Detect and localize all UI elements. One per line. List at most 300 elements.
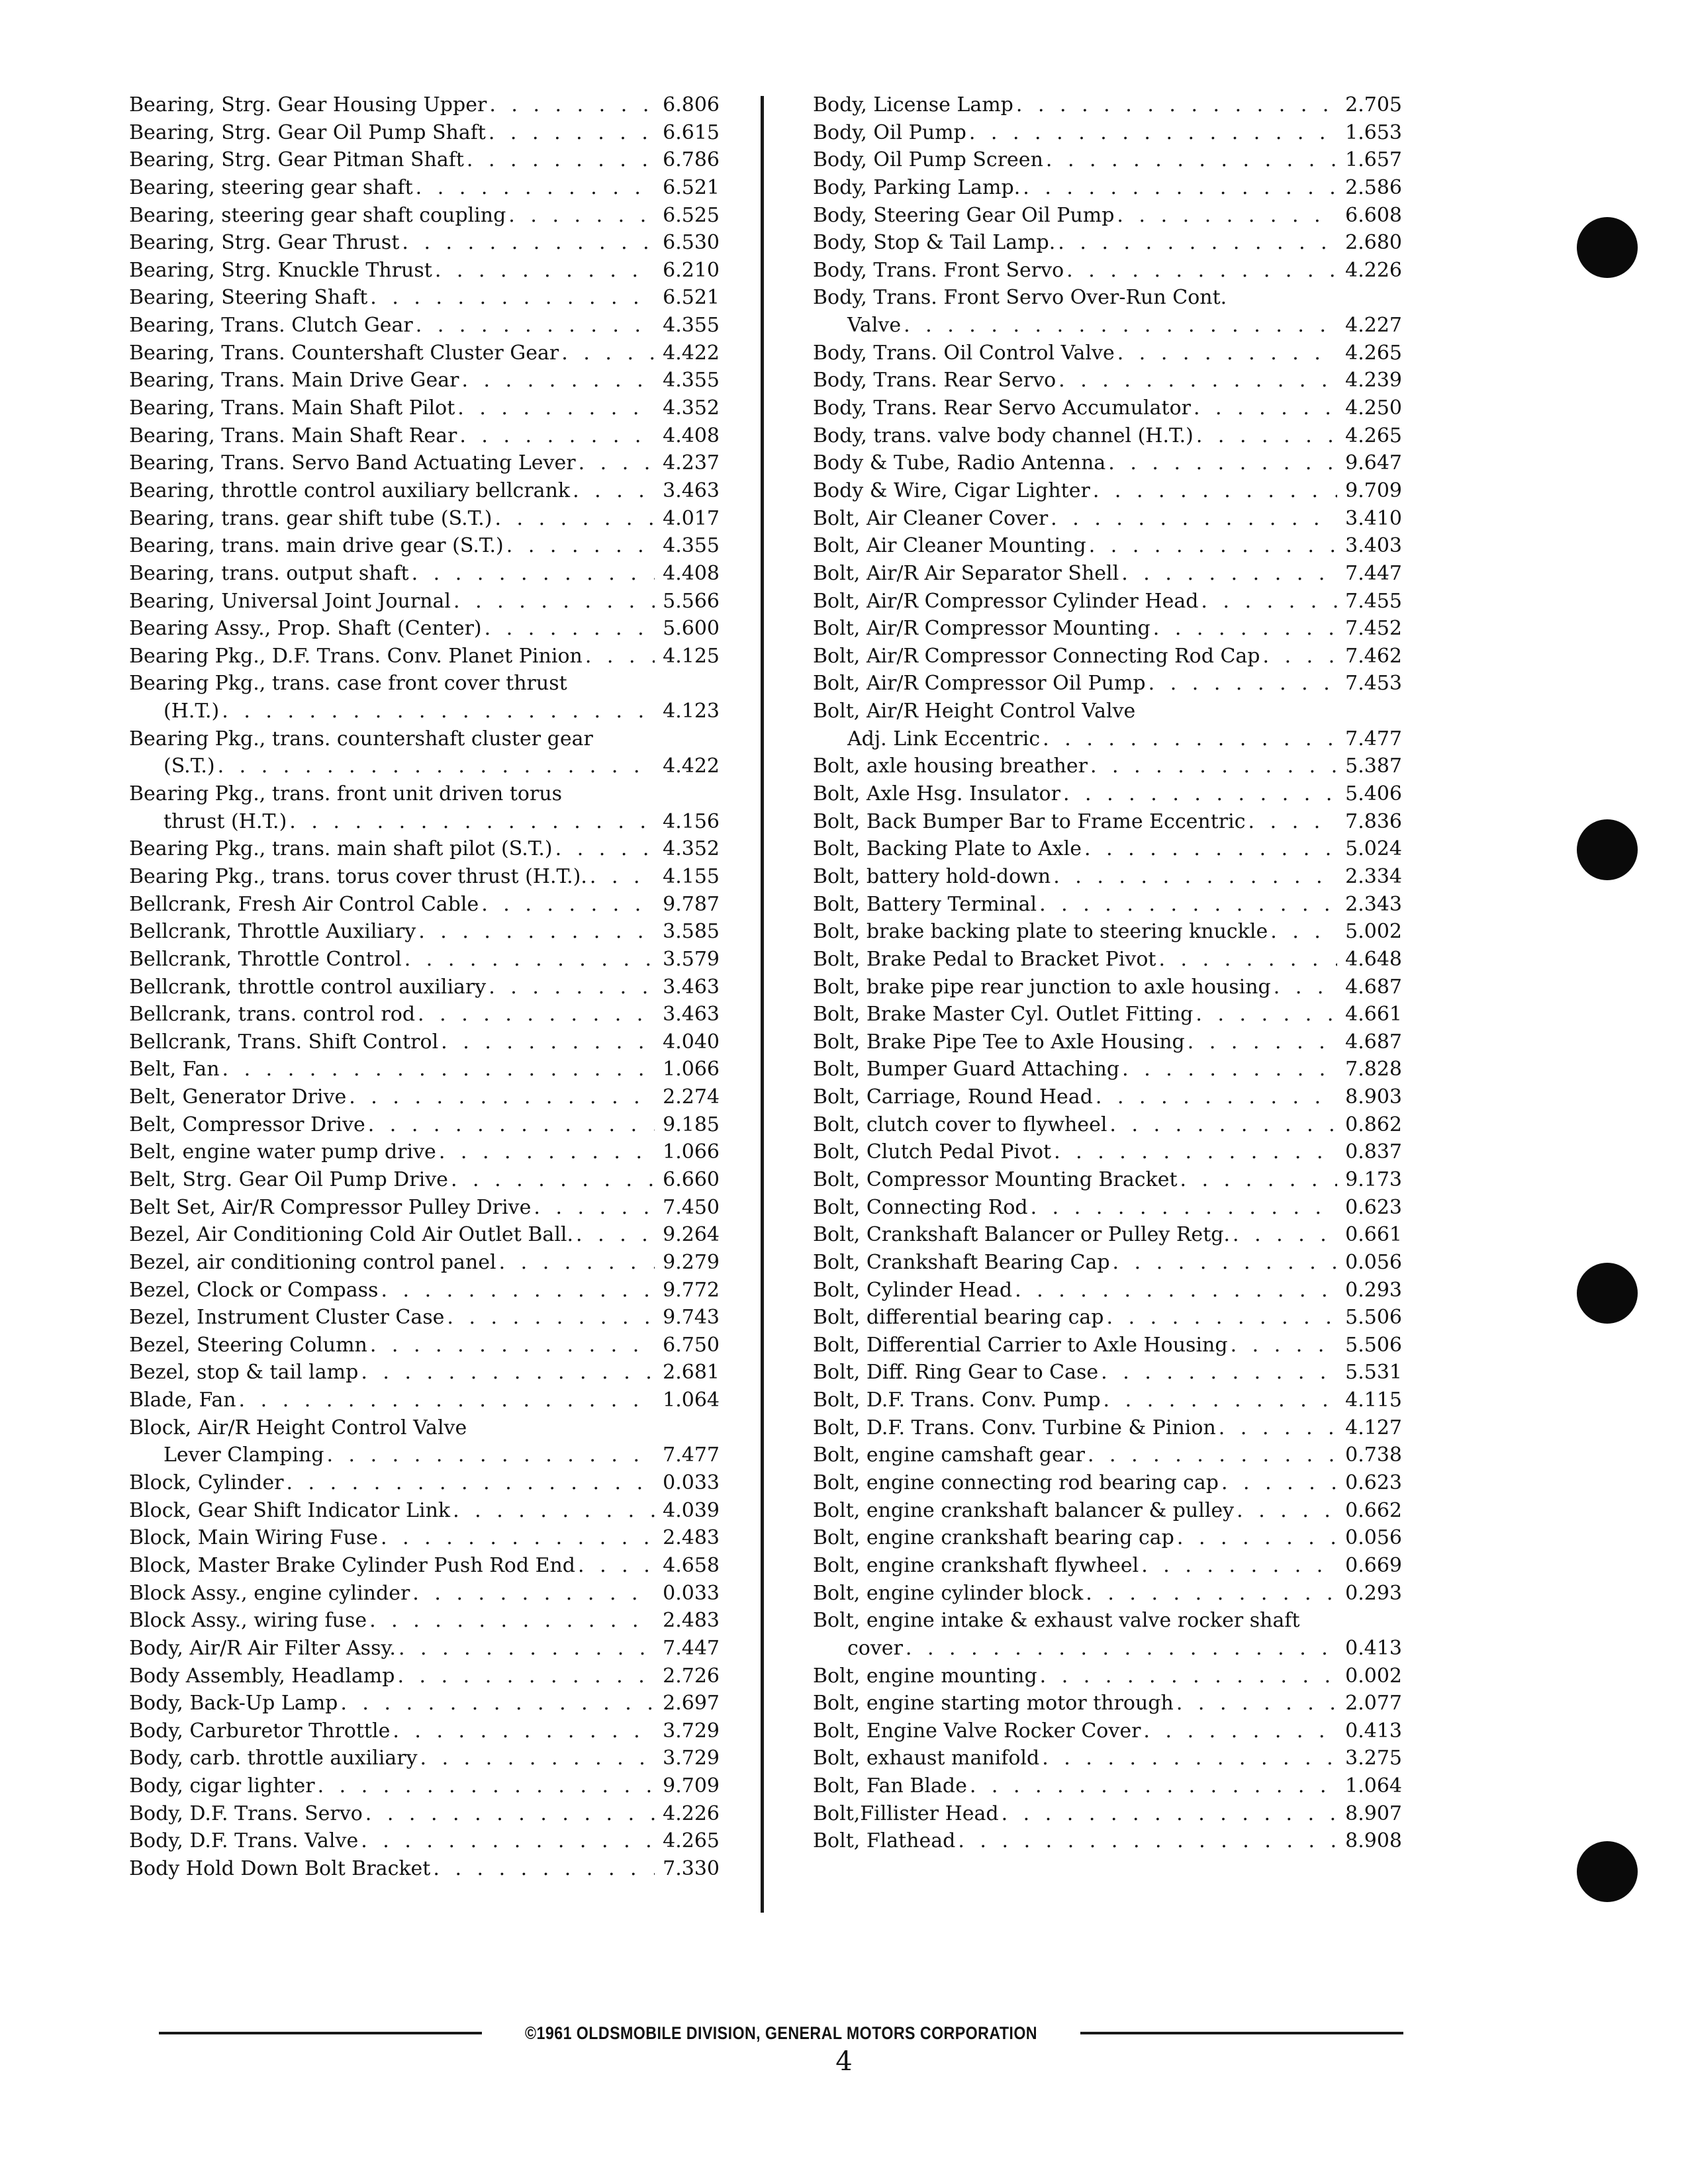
entry-name: Belt, Compressor Drive [129,1113,365,1136]
entry-reference-number: 8.907 [1345,1801,1402,1825]
entry-name: Body, cigar lighter [129,1774,315,1798]
entry-name: Bolt, Fan Blade [813,1774,967,1798]
entry-name: Bearing, Strg. Gear Housing Upper [129,93,487,116]
entry-name: Bezel, stop & tail lamp [129,1361,359,1385]
dot-leader [481,891,655,918]
entry-name: Bolt, engine crankshaft balancer & pulley [813,1498,1235,1522]
entry-reference-number: 6.806 [663,93,720,116]
binder-hole-icon [1577,1841,1638,1902]
entry-name: Bearing, Strg. Gear Thrust [129,231,400,255]
entry-reference-number: 9.787 [663,892,720,916]
entry-name: Bolt, Air/R Compressor Cylinder Head [813,589,1199,613]
dot-leader [485,615,655,642]
dot-leader [906,1635,1337,1662]
entry-name: Bolt, Air/R Compressor Connecting Rod Cap [813,644,1260,668]
index-entry [129,257,720,285]
index-entry [129,1221,720,1249]
entry-name: Bearing Pkg., D.F. Trans. Conv. Planet Pinion [129,644,583,668]
entry-name: Bolt, Cylinder Head [813,1278,1013,1302]
dot-leader [1088,1441,1337,1469]
dot-leader [1058,229,1337,256]
entry-name: Bearing, Strg. Gear Pitman Shaft [129,148,464,172]
entry-reference-number: 7.836 [1345,809,1402,833]
entry-name: Bolt, engine cylinder block [813,1581,1084,1605]
index-entry [813,1524,1402,1552]
entry-name: Lever Clamping [164,1443,324,1467]
entry-reference-number: 4.237 [663,451,720,475]
entry-name: Bolt, clutch cover to flywheel [813,1113,1107,1136]
index-entry [813,146,1402,174]
index-entry [813,974,1402,1001]
entry-reference-number: 5.506 [1345,1306,1402,1330]
dot-leader [534,1194,655,1221]
index-entry [813,394,1402,422]
entry-reference-number: 2.697 [663,1692,720,1715]
index-entry [813,340,1402,367]
entry-reference-number: 0.056 [1345,1526,1402,1550]
entry-name: (S.T.) [164,754,215,778]
entry-reference-number: 6.750 [663,1333,720,1357]
entry-name: Bolt, Carriage, Round Head [813,1085,1093,1109]
dot-leader [318,1772,655,1799]
entry-name: Bolt, Air/R Compressor Mounting [813,617,1150,641]
dot-leader [435,257,655,284]
entry-reference-number: 5.024 [1345,837,1402,861]
entry-name: Bearing, Trans. Servo Band Actuating Lever [129,451,576,475]
entry-reference-number: 9.772 [663,1278,720,1302]
entry-reference-number: 7.453 [1345,672,1402,696]
column-divider [761,96,764,1913]
index-column-left [129,91,720,1883]
index-entry [813,1387,1402,1414]
entry-name: Body, Carburetor Throttle [129,1719,391,1743]
entry-reference-number: 4.265 [1345,341,1402,365]
entry-name: Bolt, Air/R Compressor Oil Pump [813,672,1146,696]
index-entry [813,1001,1402,1028]
entry-name: Bolt,Fillister Head [813,1801,999,1825]
index-entry [813,808,1402,836]
dot-leader [397,1662,655,1690]
entry-name: Bolt, engine starting motor through [813,1692,1174,1715]
dot-leader [369,1607,655,1634]
dot-leader [1149,670,1337,697]
entry-reference-number: 7.447 [663,1636,720,1660]
index-entry [129,698,720,725]
entry-name: Bearing Pkg., trans. main shaft pilot (S.T.) [129,837,553,861]
index-entry [813,229,1402,257]
entry-reference-number: 7.330 [663,1857,720,1880]
entry-name: Body, D.F. Trans. Valve [129,1829,359,1853]
dot-leader [1109,1111,1337,1138]
entry-reference-number: 6.786 [663,148,720,172]
entry-reference-number: 5.566 [663,589,720,613]
index-entry [813,1304,1402,1332]
entry-name: Bolt, Brake Pedal to Bracket Pivot [813,947,1156,971]
dot-leader [489,119,655,146]
entry-name: Bolt, engine camshaft gear [813,1443,1085,1467]
dot-leader [1196,1001,1337,1028]
index-entry [129,1194,720,1222]
index-entry [813,1800,1402,1828]
index-entry [129,1166,720,1194]
entry-reference-number: 5.406 [1345,782,1402,806]
index-entry [813,615,1402,643]
entry-name: Belt Set, Air/R Compressor Pulley Drive [129,1195,532,1219]
index-entry [813,202,1402,230]
index-entry [129,174,720,202]
entry-name: Bolt, D.F. Trans. Conv. Turbine & Pinion [813,1416,1216,1439]
dot-leader [393,1717,655,1745]
dot-leader [416,312,655,339]
entry-name: Body & Wire, Cigar Lighter [813,478,1090,502]
index-entry [129,1138,720,1166]
entry-name: Body Hold Down Bolt Bracket [129,1857,431,1880]
dot-leader [578,1552,655,1579]
dot-leader [1221,1469,1337,1496]
entry-name: Bolt, Brake Master Cyl. Outlet Fitting [813,1003,1194,1026]
dot-leader [1090,752,1337,780]
entry-name: Bolt, Brake Pipe Tee to Axle Housing [813,1030,1185,1054]
entry-name: Bezel, Clock or Compass [129,1278,379,1302]
entry-reference-number: 6.530 [663,231,720,255]
entry-reference-number: 7.477 [1345,727,1402,751]
entry-reference-number: 4.422 [663,341,720,365]
index-entry [813,367,1402,394]
index-entry [129,1001,720,1028]
entry-reference-number: 9.709 [663,1774,720,1798]
index-entry [129,1441,720,1469]
entry-reference-number: 0.662 [1345,1498,1402,1522]
index-entry [129,1635,720,1662]
dot-leader [1196,422,1337,449]
index-entry [129,1580,720,1608]
index-entry [129,891,720,919]
entry-reference-number: 5.600 [663,617,720,641]
index-entry [813,312,1402,340]
dot-leader [576,1221,655,1248]
dot-leader [1053,863,1337,890]
entry-name: Bolt, Air/R Air Separator Shell [813,561,1119,585]
entry-name: Body, Parking Lamp. [813,175,1021,199]
entry-reference-number: 0.293 [1345,1278,1402,1302]
entry-name: Bolt, Differential Carrier to Axle Housing [813,1333,1228,1357]
index-entry [129,725,720,753]
entry-reference-number: 6.615 [663,120,720,144]
entry-reference-number: 4.687 [1345,975,1402,999]
entry-name: Bearing, Trans. Main Drive Gear [129,369,459,392]
dot-leader [494,505,655,532]
dot-leader [361,1827,655,1854]
index-entry [813,752,1402,780]
entry-reference-number: 5.002 [1345,920,1402,944]
dot-leader [958,1827,1337,1854]
dot-leader [1117,340,1337,367]
dot-leader [416,174,655,201]
dot-leader [399,1635,655,1662]
entry-reference-number: 4.125 [663,644,720,668]
index-entry [813,698,1402,725]
entry-name: Block, Main Wiring Fuse [129,1526,378,1550]
index-entry [813,532,1402,560]
index-entry [813,1441,1402,1469]
dot-leader [1096,1083,1337,1111]
index-entry [813,284,1402,312]
index-entry [129,1414,720,1442]
entry-name: Bearing Pkg., trans. torus cover thrust (H.T.). [129,864,587,888]
entry-name: Body, Trans. Oil Control Valve [813,341,1115,365]
entry-reference-number: 4.039 [663,1498,720,1522]
index-entry [813,449,1402,477]
index-entry [129,229,720,257]
entry-reference-number: 2.483 [663,1609,720,1633]
dot-leader [969,119,1337,146]
dot-leader [1188,1028,1337,1056]
entry-reference-number: 9.743 [663,1306,720,1330]
index-entry [813,670,1402,698]
index-entry [129,394,720,422]
index-entry [813,1552,1402,1580]
entry-name: Valve [847,314,902,338]
dot-leader [970,1772,1337,1799]
entry-reference-number: 1.653 [1345,120,1402,144]
index-entry [813,1580,1402,1608]
index-entry [129,532,720,560]
index-entry [129,1662,720,1690]
dot-leader [412,560,655,587]
dot-leader [1176,1690,1337,1717]
dot-leader [453,1497,655,1524]
dot-leader [222,698,655,725]
entry-name: Bolt, differential bearing cap [813,1306,1104,1330]
entry-reference-number: 4.355 [663,369,720,392]
footer-rule-left [159,2032,482,2034]
entry-name: Body, D.F. Trans. Servo [129,1801,363,1825]
index-entry [813,643,1402,670]
entry-reference-number: 1.064 [663,1388,720,1412]
entry-name: Block, Air/R Height Control Valve [129,1416,467,1439]
entry-reference-number: 9.264 [663,1223,720,1247]
entry-name: Bearing, Trans. Clutch Gear [129,314,413,338]
entry-name: Bolt, engine mounting [813,1664,1037,1688]
dot-leader [904,312,1337,339]
index-entry [129,643,720,670]
dot-leader [1194,394,1337,422]
entry-name: Bolt, engine connecting rod bearing cap [813,1471,1219,1495]
entry-reference-number: 3.585 [663,920,720,944]
entry-name: Bearing, throttle control auxiliary bellcrank [129,478,571,502]
dot-leader [1107,1304,1337,1331]
index-entry [129,367,720,394]
index-entry [129,1469,720,1497]
dot-leader [1084,835,1337,862]
entry-name: Bolt, Flathead [813,1829,956,1853]
entry-name: Body, Air/R Air Filter Assy. [129,1636,396,1660]
entry-reference-number: 7.447 [1345,561,1402,585]
dot-leader [1113,1249,1337,1276]
entry-reference-number: 4.239 [1345,369,1402,392]
dot-leader [420,1745,655,1772]
entry-reference-number: 2.077 [1345,1692,1402,1715]
index-entry [813,1607,1402,1635]
index-entry [129,1607,720,1635]
index-entry [813,835,1402,863]
entry-name: Body, Stop & Tail Lamp. [813,231,1056,255]
index-entry [129,1800,720,1828]
entry-reference-number: 4.355 [663,314,720,338]
entry-reference-number: 4.648 [1345,947,1402,971]
entry-reference-number: 4.250 [1345,396,1402,420]
dot-leader [457,394,655,422]
entry-name: Body Assembly, Headlamp [129,1664,395,1688]
entry-reference-number: 4.265 [663,1829,720,1853]
index-entry [813,1083,1402,1111]
binder-hole-icon [1577,819,1638,880]
index-entry [813,1028,1402,1056]
entry-reference-number: 9.173 [1345,1167,1402,1191]
entry-reference-number: 0.623 [1345,1195,1402,1219]
entry-name: Body, Oil Pump Screen [813,148,1043,172]
dot-leader [1263,643,1337,670]
index-entry [813,1497,1402,1525]
index-entry [813,725,1402,753]
dot-leader [289,808,655,835]
entry-reference-number: 9.647 [1345,451,1402,475]
index-entry [813,1717,1402,1745]
dot-leader [1122,1056,1337,1083]
index-entry [129,202,720,230]
index-entry [129,1028,720,1056]
entry-name: Block, Cylinder [129,1471,284,1495]
index-entry [813,1138,1402,1166]
entry-name: Bolt, Backing Plate to Axle [813,837,1082,861]
entry-name: Block, Gear Shift Indicator Link [129,1498,451,1522]
index-entry [813,422,1402,450]
entry-reference-number: 4.658 [663,1553,720,1577]
entry-reference-number: 4.226 [663,1801,720,1825]
entry-name: Blade, Fan [129,1388,236,1412]
index-entry [129,835,720,863]
dot-leader [1274,974,1337,1001]
index-entry [813,946,1402,974]
entry-name: Belt, Generator Drive [129,1085,347,1109]
dot-leader [1023,174,1337,201]
entry-reference-number: 3.463 [663,478,720,502]
binder-hole-icon [1577,1263,1638,1324]
entry-reference-number: 3.463 [663,975,720,999]
dot-leader [418,1001,655,1028]
index-entry [129,1083,720,1111]
dot-leader [381,1277,655,1304]
dot-leader [1058,367,1337,394]
dot-leader [1231,1332,1337,1359]
entry-name: Bolt, Air Cleaner Mounting [813,534,1086,558]
entry-reference-number: 3.403 [1345,534,1402,558]
dot-leader [499,1249,655,1276]
entry-reference-number: 4.661 [1345,1003,1402,1026]
page-footer [159,2020,1403,2046]
index-entry [129,1745,720,1772]
index-entry [813,780,1402,808]
index-entry [129,449,720,477]
index-entry [129,1772,720,1800]
dot-leader [222,1056,655,1083]
index-entry [129,284,720,312]
entry-reference-number: 3.463 [663,1003,720,1026]
entry-reference-number: 1.657 [1345,148,1402,172]
entry-reference-number: 9.279 [663,1250,720,1274]
index-entry [129,1855,720,1883]
dot-leader [370,1332,655,1359]
entry-name: Bearing, trans. gear shift tube (S.T.) [129,506,492,530]
entry-name: Bolt, engine crankshaft bearing cap [813,1526,1174,1550]
entry-name: Bearing Pkg., trans. countershaft cluster gear [129,727,593,751]
index-entry [129,1111,720,1139]
index-entry [813,91,1402,119]
entry-reference-number: 0.862 [1345,1113,1402,1136]
entry-name: Block Assy., engine cylinder [129,1581,410,1605]
entry-name: Bezel, Steering Column [129,1333,367,1357]
entry-name: Bolt, brake backing plate to steering knuckle [813,920,1268,944]
entry-name: Bearing, Trans. Main Shaft Rear [129,424,457,447]
dot-leader [433,1855,655,1882]
dot-leader [365,1800,655,1827]
entry-name: Body, Steering Gear Oil Pump [813,203,1115,227]
entry-name: Adj. Link Eccentric [847,727,1041,751]
entry-name: Bearing Pkg., trans. front unit driven torus [129,782,563,806]
index-entry [129,1717,720,1745]
entry-name: Body, carb. throttle auxiliary [129,1747,418,1770]
dot-leader [1143,1717,1337,1745]
entry-name: Bolt, Axle Hsg. Insulator [813,782,1060,806]
entry-name: Bolt, Crankshaft Bearing Cap [813,1250,1110,1274]
entry-name: cover [847,1636,903,1660]
entry-name: Bellcrank, Trans. Shift Control [129,1030,439,1054]
dot-leader [1103,1387,1337,1414]
dot-leader [1108,449,1337,477]
entry-name: Bolt, Clutch Pedal Pivot [813,1140,1052,1164]
entry-reference-number: 4.408 [663,561,720,585]
entry-reference-number: 9.709 [1345,478,1402,502]
dot-leader [1153,615,1337,642]
entry-reference-number: 2.334 [1345,864,1402,888]
entry-reference-number: 6.660 [663,1167,720,1191]
entry-name: thrust (H.T.) [164,809,287,833]
index-entry [813,1111,1402,1139]
entry-reference-number: 2.681 [663,1361,720,1385]
dot-leader [1093,477,1337,504]
entry-name: Bolt, Back Bumper Bar to Frame Eccentric [813,809,1246,833]
dot-leader [412,1580,655,1607]
entry-name: Bezel, Instrument Cluster Case [129,1306,445,1330]
entry-reference-number: 2.726 [663,1664,720,1688]
index-entry [813,918,1402,946]
index-entry [813,588,1402,615]
entry-name: Bearing Pkg., trans. case front cover thrust [129,672,567,696]
index-entry [813,1635,1402,1662]
index-entry [813,174,1402,202]
index-entry [129,1304,720,1332]
index-entry [129,780,720,808]
dot-leader [326,1441,655,1469]
dot-leader [579,449,655,477]
entry-name: Bolt, Crankshaft Balancer or Pulley Retg. [813,1223,1230,1247]
dot-leader [218,752,655,780]
dot-leader [1043,725,1337,752]
entry-reference-number: 8.903 [1345,1085,1402,1109]
dot-leader [585,643,655,670]
dot-leader [1054,1138,1337,1165]
entry-reference-number: 4.155 [663,864,720,888]
